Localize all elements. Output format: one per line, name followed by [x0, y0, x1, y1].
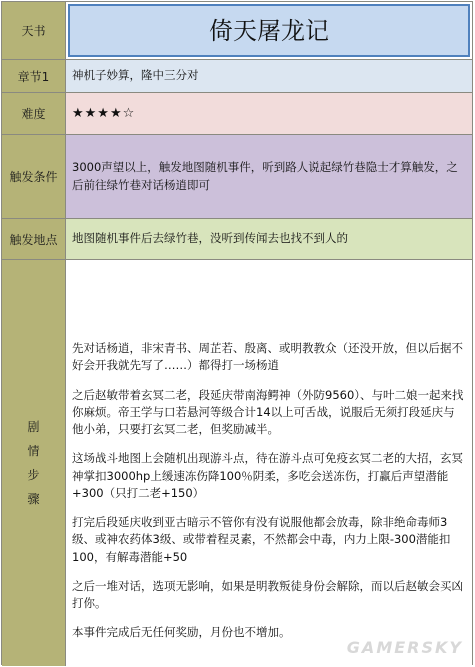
difficulty-row — [2, 93, 472, 135]
step-paragraph: 之后一堆对话，选项无影响，如果是明教叛徒身份会解除，而以后赵敏会买凶打你。 — [72, 578, 463, 610]
title-cell — [66, 2, 472, 59]
step-paragraph: 这场战斗地图上会随机出现游斗点，待在游斗点可免疫玄冥二老的大招，玄冥神掌扣3000hp上缓速冻伤降100％阴柔，多吃会送冻伤，打赢后声望潜能+300（只打二老+150） — [72, 451, 463, 500]
book-title: 倚天屠龙记 — [68, 4, 470, 57]
steps-row — [2, 260, 472, 666]
location-row — [2, 219, 472, 260]
chapter-row — [2, 60, 472, 93]
location-value: 地图随机事件后去绿竹巷，没听到传闻去也找不到人的 — [66, 219, 472, 259]
gamersky-watermark: GAMERSKY — [346, 638, 463, 657]
difficulty-stars: ★★★★☆ — [66, 93, 472, 134]
step-paragraph: 本事件完成后无任何奖励，月份也不增加。 — [72, 625, 291, 640]
steps-content — [66, 260, 472, 666]
step-paragraph: 打完后段延庆收到亚古暗示不管你有没有说服他都会放毒，除非绝命毒师3级、或神农药体3级、或带着程灵素，不然都会中毒，内力上限-300潜能扣100，有解毒潜能+50 — [72, 515, 451, 564]
steps-label-char: 骤 — [27, 492, 40, 506]
steps-label-char: 步 — [27, 468, 40, 482]
quest-info-table — [1, 1, 473, 665]
chapter-label: 章节1 — [2, 60, 66, 92]
title-row — [2, 2, 472, 60]
step-paragraph: 先对话杨逍，非宋青书、周芷若、殷离、或明教教众（还没开放，但以后据不好会开我就先写了……）都得打一场杨逍 — [72, 341, 463, 373]
steps-label-char: 情 — [27, 444, 40, 458]
step-paragraph: 之后赵敏带着玄冥二老，段延庆带南海鳄神（外防9560）、与叶二娘一起来找你麻烦。帝王学与口若悬河等级合计14以上可舌战，说服后无须打段延庆与他小弟，只要打玄冥二老，但奖励减半。 — [72, 387, 464, 436]
condition-value: 3000声望以上，触发地图随机事件，听到路人说起绿竹巷隐士才算触发，之后前往绿竹巷对话杨逍即可 — [66, 135, 472, 218]
condition-label: 触发条件 — [2, 135, 66, 218]
condition-row — [2, 135, 472, 219]
book-label: 天书 — [2, 2, 66, 59]
steps-label — [2, 260, 66, 666]
location-label: 触发地点 — [2, 219, 66, 259]
steps-label-char: 剧 — [27, 420, 40, 434]
chapter-value: 神机子妙算，隆中三分对 — [66, 60, 472, 92]
difficulty-label: 难度 — [2, 93, 66, 134]
